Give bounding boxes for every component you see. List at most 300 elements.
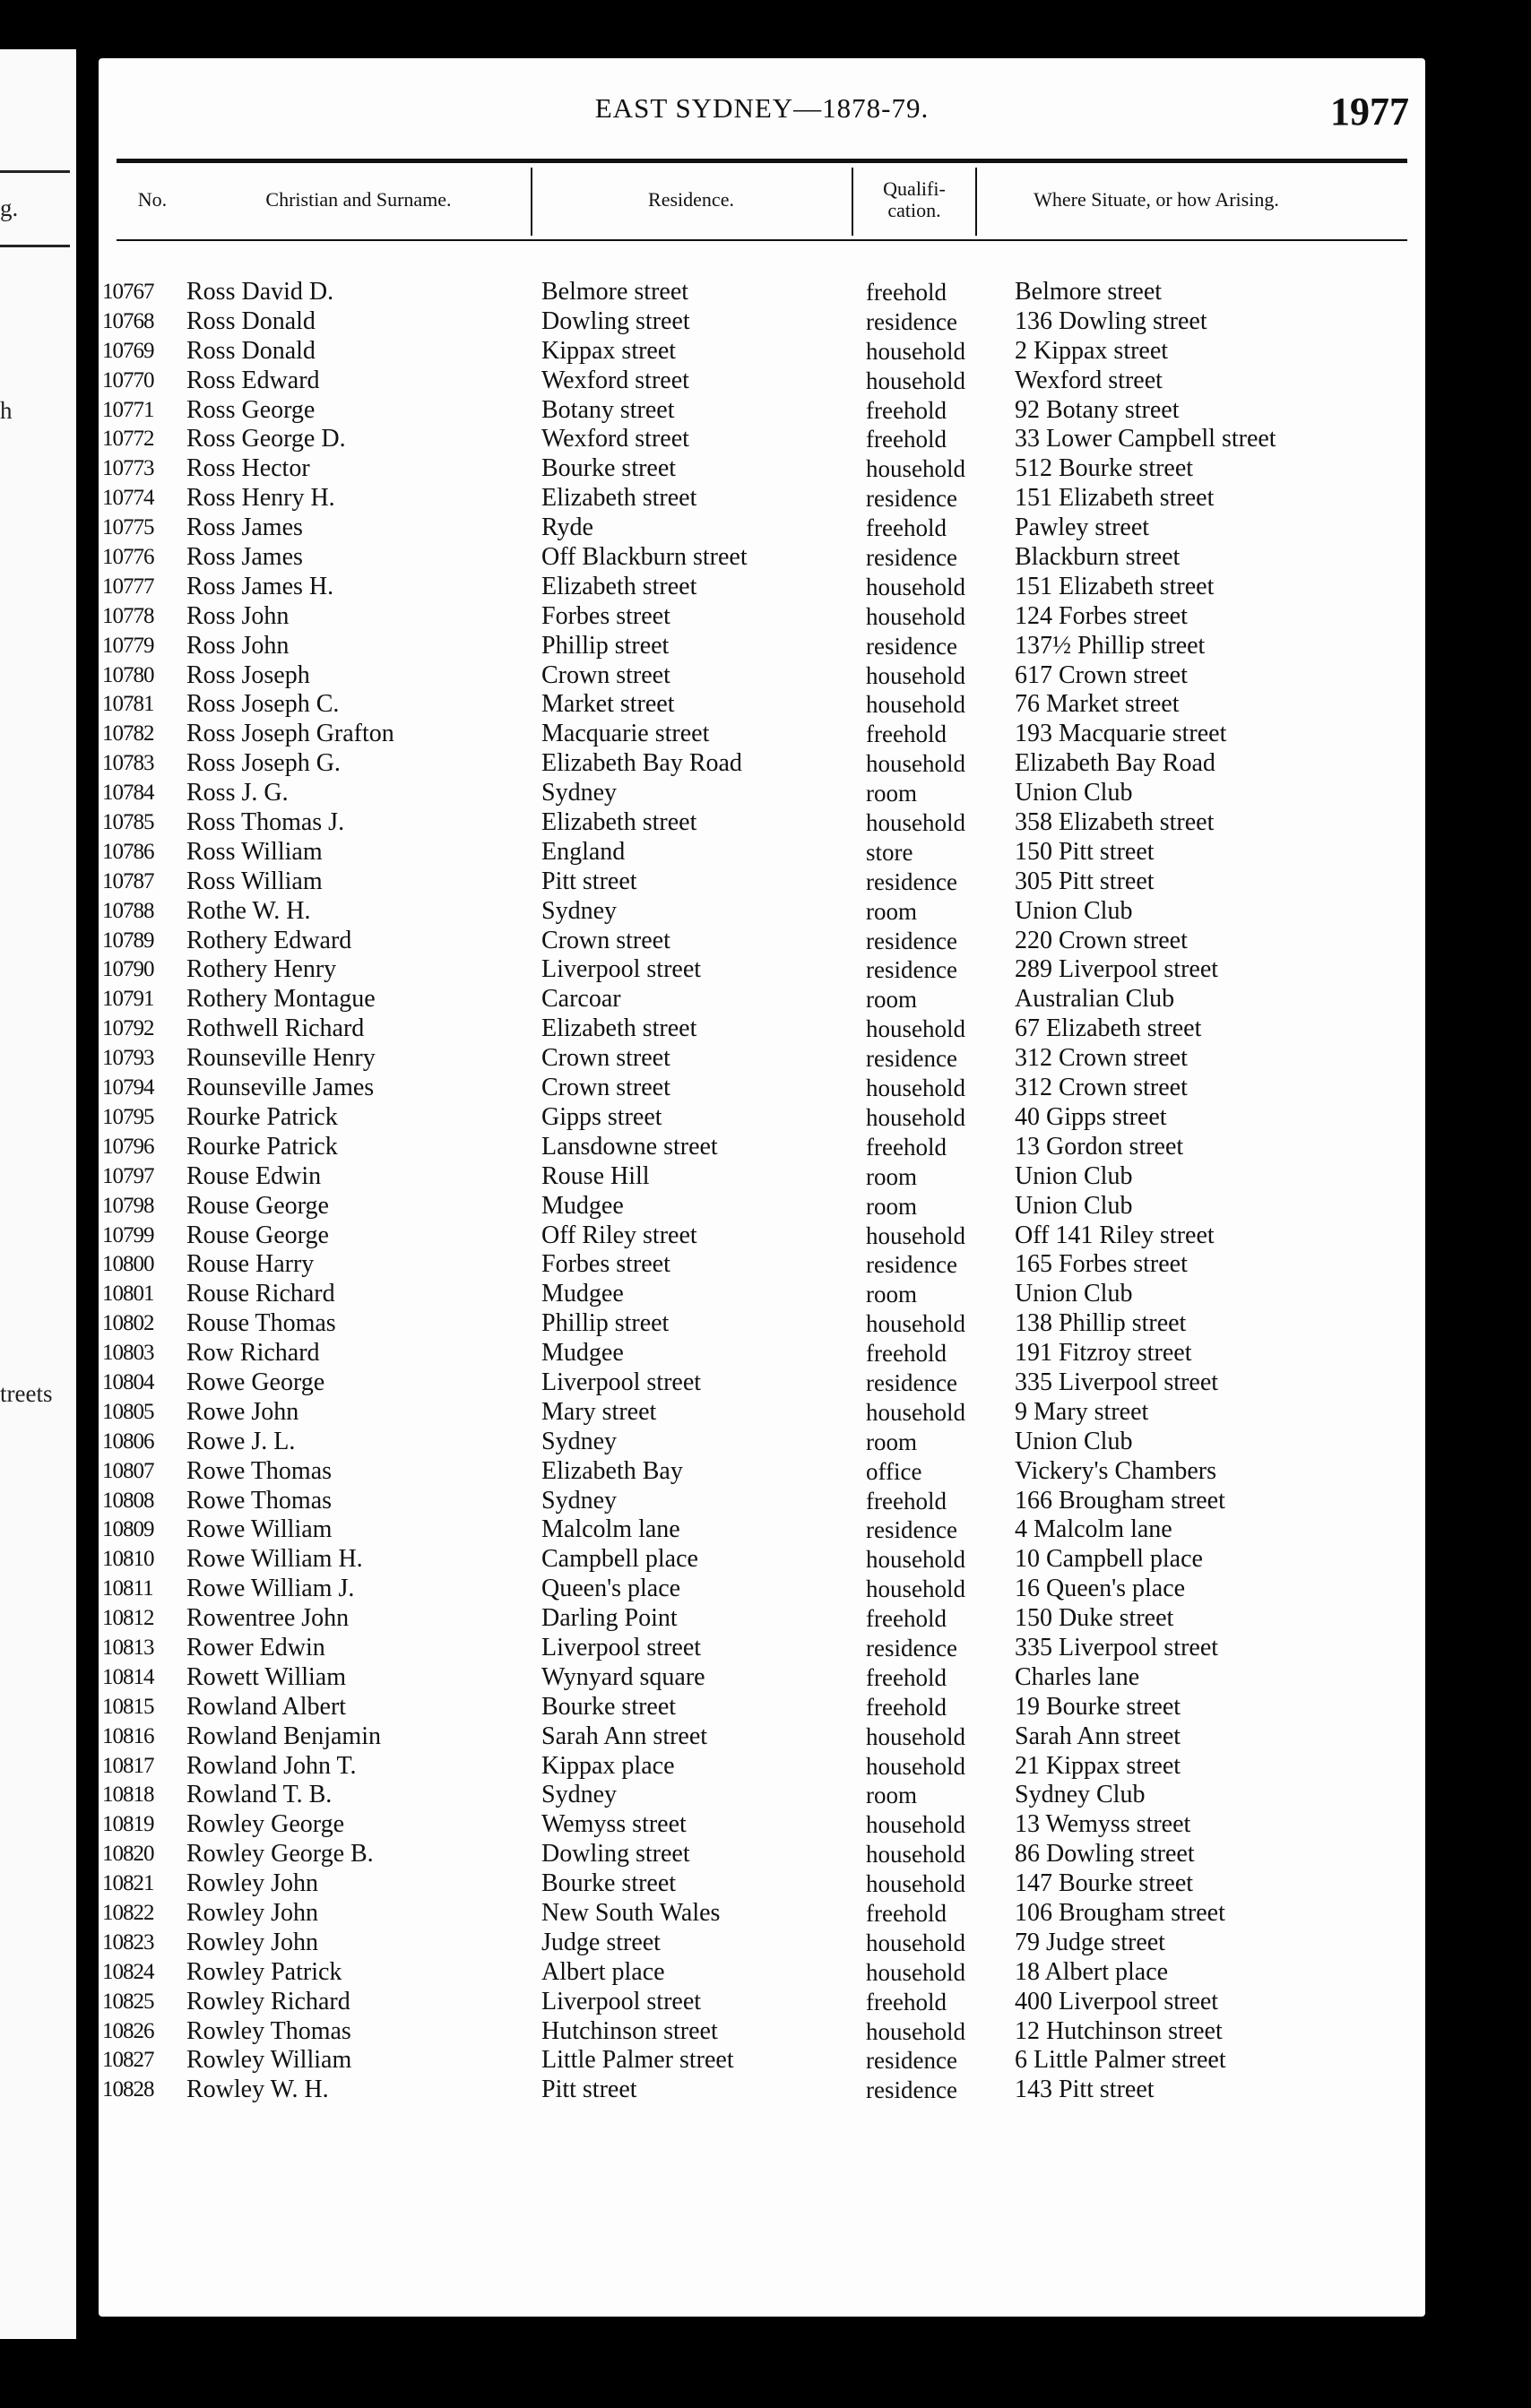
qualification: residence: [866, 307, 957, 335]
header-top-rule: [117, 159, 1407, 163]
qualification: room: [866, 1782, 917, 1809]
residence: Wexford street: [541, 425, 689, 453]
where-situate: Union Club: [1015, 1280, 1133, 1308]
elector-name: Ross William: [186, 867, 323, 895]
qualification: residence: [866, 485, 957, 513]
previous-page-fragment: treets: [0, 1380, 53, 1407]
where-situate: 150 Pitt street: [1015, 837, 1155, 866]
previous-page-fragment: h: [0, 397, 13, 424]
qualification: household: [866, 1310, 965, 1338]
elector-name: Ross Donald: [186, 306, 316, 335]
column-header-residence: Residence.: [648, 188, 734, 211]
entry-number: 10796: [102, 1134, 154, 1159]
residence: Kippax place: [541, 1751, 675, 1780]
entry-number: 10797: [102, 1163, 154, 1188]
elector-name: Ross J. G.: [186, 779, 289, 807]
residence: Forbes street: [541, 601, 670, 630]
qualification: residence: [866, 1516, 957, 1544]
entry-number: 10813: [102, 1635, 154, 1660]
entry-number: 10808: [102, 1488, 154, 1513]
table-row: [99, 1044, 1425, 1074]
qualification: residence: [866, 544, 957, 572]
entry-number: 10776: [102, 545, 154, 570]
residence: Sydney: [541, 779, 617, 807]
table-row: [99, 1810, 1425, 1840]
where-situate: 137½ Phillip street: [1015, 631, 1206, 660]
qualification: room: [866, 1192, 917, 1220]
where-situate: Sydney Club: [1015, 1781, 1146, 1809]
residence: Malcolm lane: [541, 1515, 680, 1544]
where-situate: 40 Gipps street: [1015, 1102, 1167, 1131]
where-situate: 21 Kippax street: [1015, 1751, 1181, 1780]
where-situate: 220 Crown street: [1015, 926, 1188, 954]
qualification: household: [866, 1546, 965, 1574]
residence: Elizabeth Bay: [541, 1456, 683, 1485]
qualification: household: [866, 455, 965, 483]
where-situate: Belmore street: [1015, 278, 1163, 306]
where-situate: 10 Campbell place: [1015, 1545, 1203, 1574]
elector-name: Rowley Thomas: [186, 2016, 351, 2045]
where-situate: 76 Market street: [1015, 690, 1180, 719]
residence: Sydney: [541, 1781, 617, 1809]
elector-name: Rouse Thomas: [186, 1309, 336, 1338]
table-row: [99, 514, 1425, 543]
residence: Elizabeth Bay Road: [541, 749, 742, 778]
table-row: [99, 1250, 1425, 1280]
where-situate: 136 Dowling street: [1015, 306, 1207, 335]
elector-name: Rourke Patrick: [186, 1132, 338, 1161]
where-situate: Blackburn street: [1015, 543, 1181, 572]
residence: Mudgee: [541, 1280, 624, 1308]
elector-name: Rounseville Henry: [186, 1044, 376, 1073]
qualification: residence: [866, 2076, 957, 2104]
table-row: [99, 454, 1425, 484]
elector-name: Rowe William J.: [186, 1575, 355, 1603]
qualification: household: [866, 1103, 965, 1131]
elector-name: Ross Joseph C.: [186, 690, 340, 719]
residence: Kippax street: [541, 336, 677, 365]
residence: Pitt street: [541, 2076, 637, 2104]
header-bottom-rule: [117, 239, 1407, 241]
elector-name: Ross James: [186, 514, 303, 542]
where-situate: Wexford street: [1015, 366, 1163, 394]
entry-number: 10825: [102, 1989, 154, 2014]
where-situate: Sarah Ann street: [1015, 1722, 1181, 1750]
entry-number: 10768: [102, 308, 154, 333]
table-row: [99, 1929, 1425, 1958]
residence: Bourke street: [541, 1692, 677, 1721]
table-row: [99, 367, 1425, 396]
residence: Sydney: [541, 896, 617, 925]
where-situate: 191 Fitzroy street: [1015, 1339, 1192, 1368]
qualification: residence: [866, 867, 957, 895]
where-situate: 312 Crown street: [1015, 1044, 1188, 1073]
elector-name: Rowe William: [186, 1515, 333, 1544]
entry-number: 10780: [102, 662, 154, 687]
entry-number: 10817: [102, 1753, 154, 1778]
table-row: [99, 573, 1425, 602]
residence: Bourke street: [541, 1869, 677, 1898]
where-situate: Off 141 Riley street: [1015, 1221, 1215, 1249]
where-situate: 305 Pitt street: [1015, 867, 1155, 895]
entry-number: 10771: [102, 397, 154, 422]
elector-name: Ross George: [186, 395, 316, 424]
table-row: [99, 927, 1425, 956]
table-row: [99, 425, 1425, 454]
qualification: household: [866, 1958, 965, 1986]
elector-name: Rowley W. H.: [186, 2076, 329, 2104]
elector-name: Rowley Richard: [186, 1987, 350, 2015]
entry-number: 10821: [102, 1871, 154, 1896]
table-row: [99, 1634, 1425, 1663]
table-row: [99, 2046, 1425, 2076]
entry-number: 10792: [102, 1016, 154, 1041]
residence: Crown street: [541, 926, 670, 954]
qualification: household: [866, 809, 965, 837]
residence: Dowling street: [541, 1840, 690, 1869]
qualification: freehold: [866, 1340, 947, 1368]
table-row: [99, 1899, 1425, 1929]
where-situate: 79 Judge street: [1015, 1928, 1165, 1956]
table-row: [99, 484, 1425, 514]
elector-name: Rouse George: [186, 1221, 329, 1249]
elector-name: Rothwell Richard: [186, 1014, 365, 1043]
elector-name: Ross John: [186, 601, 290, 630]
table-row: [99, 985, 1425, 1014]
elector-name: Ross Henry H.: [186, 484, 335, 513]
elector-name: Ross Edward: [186, 366, 320, 394]
where-situate: 166 Brougham street: [1015, 1486, 1225, 1515]
qualification: room: [866, 780, 917, 807]
where-situate: 143 Pitt street: [1015, 2076, 1155, 2104]
entry-number: 10800: [102, 1252, 154, 1277]
elector-name: Rowentree John: [186, 1604, 350, 1633]
entry-number: 10773: [102, 456, 154, 481]
qualification: household: [866, 602, 965, 630]
entry-number: 10777: [102, 574, 154, 599]
elector-name: Rowley John: [186, 1898, 318, 1927]
table-row: [99, 2017, 1425, 2047]
elector-name: Rouse Richard: [186, 1280, 335, 1308]
entry-number: 10772: [102, 427, 154, 452]
table-row: [99, 690, 1425, 720]
where-situate: 335 Liverpool street: [1015, 1368, 1219, 1396]
residence: Dowling street: [541, 306, 690, 335]
table-row: [99, 1074, 1425, 1103]
residence: Sydney: [541, 1427, 617, 1455]
elector-name: Rowe Thomas: [186, 1486, 333, 1515]
entry-number: 10805: [102, 1399, 154, 1424]
qualification: freehold: [866, 1487, 947, 1515]
where-situate: Union Club: [1015, 1427, 1133, 1455]
elector-name: Rowe J. L.: [186, 1427, 296, 1455]
entry-number: 10798: [102, 1193, 154, 1218]
entry-number: 10806: [102, 1428, 154, 1454]
table-row: [99, 1988, 1425, 2017]
elector-name: Rowley William: [186, 2046, 352, 2075]
where-situate: 312 Crown street: [1015, 1074, 1188, 1102]
elector-name: Rowe John: [186, 1397, 299, 1426]
table-row: [99, 1752, 1425, 1782]
entry-number: 10826: [102, 2018, 154, 2043]
previous-page-edge: [0, 49, 76, 2339]
table-row: [99, 1663, 1425, 1693]
entry-number: 10801: [102, 1282, 154, 1307]
qualification: residence: [866, 1368, 957, 1396]
qualification: household: [866, 1075, 965, 1102]
elector-name: Rowett William: [186, 1662, 347, 1691]
where-situate: 19 Bourke street: [1015, 1692, 1181, 1721]
entry-number: 10802: [102, 1311, 154, 1336]
where-situate: 12 Hutchinson street: [1015, 2016, 1223, 2045]
entry-number: 10827: [102, 2048, 154, 2073]
entry-number: 10814: [102, 1664, 154, 1689]
residence: Off Riley street: [541, 1221, 697, 1249]
entry-number: 10793: [102, 1046, 154, 1071]
table-row: [99, 1162, 1425, 1192]
elector-name: Ross William: [186, 837, 323, 866]
entry-number: 10815: [102, 1694, 154, 1719]
qualification: freehold: [866, 426, 947, 453]
entry-number: 10785: [102, 810, 154, 835]
table-row: [99, 1487, 1425, 1516]
qualification: household: [866, 367, 965, 394]
residence: Wynyard square: [541, 1662, 705, 1691]
residence: Phillip street: [541, 1309, 670, 1338]
table-row: [99, 1339, 1425, 1368]
column-header-no: No.: [137, 188, 168, 211]
residence: Elizabeth street: [541, 572, 697, 600]
where-situate: 617 Crown street: [1015, 660, 1188, 689]
residence: Sydney: [541, 1486, 617, 1515]
entry-number: 10767: [102, 280, 154, 304]
elector-name: Rowley Patrick: [186, 1957, 342, 1986]
elector-name: Rothery Henry: [186, 955, 337, 984]
elector-name: Ross Joseph: [186, 660, 310, 689]
table-row: [99, 1428, 1425, 1457]
where-situate: 33 Lower Campbell street: [1015, 425, 1276, 453]
residence: Queen's place: [541, 1575, 681, 1603]
qualification: freehold: [866, 279, 947, 306]
where-situate: Union Club: [1015, 1161, 1133, 1190]
entry-number: 10818: [102, 1782, 154, 1808]
qualification: household: [866, 1722, 965, 1750]
elector-name: Ross James: [186, 543, 303, 572]
entry-number: 10782: [102, 721, 154, 747]
column-header-qualification: Qualifi- cation.: [883, 177, 946, 221]
register-page: [99, 58, 1425, 2317]
qualification: household: [866, 1015, 965, 1043]
qualification: household: [866, 691, 965, 719]
elector-name: Rothery Edward: [186, 926, 352, 954]
entry-number: 10824: [102, 1959, 154, 1984]
qualification: residence: [866, 632, 957, 660]
entry-number: 10823: [102, 1929, 154, 1955]
qualification: household: [866, 750, 965, 778]
qualification: household: [866, 661, 965, 689]
elector-name: Rothe W. H.: [186, 896, 311, 925]
qualification: freehold: [866, 1899, 947, 1927]
elector-name: Rowland Benjamin: [186, 1722, 381, 1750]
residence: Phillip street: [541, 631, 670, 660]
table-row: [99, 307, 1425, 337]
elector-name: Rothery Montague: [186, 985, 376, 1014]
qualification: freehold: [866, 514, 947, 542]
entry-number: 10803: [102, 1341, 154, 1366]
residence: Wexford street: [541, 366, 689, 394]
where-situate: 86 Dowling street: [1015, 1840, 1195, 1869]
elector-name: Ross Thomas J.: [186, 808, 345, 837]
qualification: freehold: [866, 396, 947, 424]
table-row: [99, 1869, 1425, 1899]
entry-number: 10794: [102, 1075, 154, 1100]
qualification: residence: [866, 956, 957, 984]
qualification: room: [866, 897, 917, 925]
where-situate: 67 Elizabeth street: [1015, 1014, 1202, 1043]
residence: Elizabeth street: [541, 484, 697, 513]
qualification: room: [866, 1281, 917, 1308]
entry-number: 10810: [102, 1547, 154, 1572]
table-row: [99, 1014, 1425, 1044]
entry-number: 10795: [102, 1104, 154, 1129]
entry-number: 10812: [102, 1606, 154, 1631]
elector-name: Rowley George B.: [186, 1840, 374, 1869]
qualification: room: [866, 986, 917, 1014]
table-row: [99, 720, 1425, 749]
entry-number: 10791: [102, 987, 154, 1012]
where-situate: Union Club: [1015, 1191, 1133, 1220]
elector-name: Ross James H.: [186, 572, 334, 600]
entry-number: 10778: [102, 603, 154, 628]
elector-name: Rouse Edwin: [186, 1161, 322, 1190]
entry-number: 10820: [102, 1842, 154, 1867]
previous-page-fragment: g.: [0, 194, 19, 221]
where-situate: 138 Phillip street: [1015, 1309, 1187, 1338]
table-row: [99, 1781, 1425, 1810]
qualification: household: [866, 337, 965, 365]
where-situate: Union Club: [1015, 896, 1133, 925]
where-situate: 512 Bourke street: [1015, 454, 1194, 483]
elector-name: Rowley George: [186, 1810, 344, 1839]
where-situate: 150 Duke street: [1015, 1604, 1174, 1633]
residence: Elizabeth street: [541, 1014, 697, 1043]
table-row: [99, 1103, 1425, 1133]
elector-name: Ross Joseph G.: [186, 749, 341, 778]
table-row: [99, 808, 1425, 838]
table-row: [99, 838, 1425, 867]
entry-number: 10799: [102, 1222, 154, 1247]
entry-number: 10770: [102, 367, 154, 393]
entry-number: 10816: [102, 1723, 154, 1748]
residence: Crown street: [541, 1044, 670, 1073]
elector-name: Rounseville James: [186, 1074, 375, 1102]
residence: Forbes street: [541, 1250, 670, 1279]
table-row: [99, 1545, 1425, 1575]
where-situate: 151 Elizabeth street: [1015, 572, 1215, 600]
elector-name: Ross Hector: [186, 454, 310, 483]
where-situate: 13 Gordon street: [1015, 1132, 1184, 1161]
qualification: residence: [866, 2047, 957, 2075]
qualification: room: [866, 1162, 917, 1190]
where-situate: 6 Little Palmer street: [1015, 2046, 1226, 2075]
table-row: [99, 2076, 1425, 2105]
residence: Albert place: [541, 1957, 665, 1986]
elector-name: Rouse George: [186, 1191, 329, 1220]
residence: Wemyss street: [541, 1810, 687, 1839]
where-situate: 18 Albert place: [1015, 1957, 1169, 1986]
qualification: residence: [866, 1045, 957, 1073]
where-situate: Pawley street: [1015, 514, 1150, 542]
table-row: [99, 1722, 1425, 1752]
table-row: [99, 1604, 1425, 1634]
previous-page-rule: [0, 245, 70, 247]
elector-name: Rowe Thomas: [186, 1456, 333, 1485]
residence: Ryde: [541, 514, 593, 542]
column-header-row: [117, 164, 1407, 236]
entry-number: 10809: [102, 1517, 154, 1542]
qualification: freehold: [866, 1605, 947, 1633]
page-number: 1977: [1330, 90, 1409, 134]
where-situate: 147 Bourke street: [1015, 1869, 1194, 1898]
elector-name: Rourke Patrick: [186, 1102, 338, 1131]
residence: Belmore street: [541, 278, 689, 306]
entry-number: 10788: [102, 898, 154, 923]
where-situate: Charles lane: [1015, 1662, 1140, 1691]
table-row: [99, 661, 1425, 691]
elector-name: Ross Joseph Grafton: [186, 720, 394, 748]
table-row: [99, 1221, 1425, 1251]
register-entries: [99, 278, 1425, 2105]
residence: Liverpool street: [541, 1987, 702, 2015]
entry-number: 10779: [102, 633, 154, 658]
qualification: freehold: [866, 1133, 947, 1161]
where-situate: 335 Liverpool street: [1015, 1633, 1219, 1661]
qualification: residence: [866, 1251, 957, 1279]
residence: Liverpool street: [541, 1368, 702, 1396]
residence: Macquarie street: [541, 720, 710, 748]
entry-number: 10783: [102, 751, 154, 776]
where-situate: 13 Wemyss street: [1015, 1810, 1191, 1839]
residence: Market street: [541, 690, 675, 719]
elector-name: Rowley John: [186, 1928, 318, 1956]
qualification: household: [866, 1870, 965, 1898]
qualification: freehold: [866, 1988, 947, 2015]
entry-number: 10775: [102, 515, 154, 540]
entry-number: 10774: [102, 486, 154, 511]
table-row: [99, 1368, 1425, 1398]
table-row: [99, 779, 1425, 808]
table-row: [99, 1693, 1425, 1722]
elector-name: Rowland John T.: [186, 1751, 357, 1780]
where-situate: 16 Queen's place: [1015, 1575, 1186, 1603]
residence: England: [541, 837, 626, 866]
residence: Hutchinson street: [541, 2016, 718, 2045]
residence: Crown street: [541, 660, 670, 689]
table-row: [99, 278, 1425, 307]
where-situate: 400 Liverpool street: [1015, 1987, 1219, 2015]
table-row: [99, 1133, 1425, 1162]
elector-name: Ross Donald: [186, 336, 316, 365]
elector-name: Rowland Albert: [186, 1692, 347, 1721]
table-row: [99, 632, 1425, 661]
where-situate: 2 Kippax street: [1015, 336, 1169, 365]
table-row: [99, 1575, 1425, 1604]
where-situate: Australian Club: [1015, 985, 1175, 1014]
entry-number: 10786: [102, 839, 154, 864]
table-row: [99, 1280, 1425, 1309]
entry-number: 10822: [102, 1900, 154, 1925]
entry-number: 10828: [102, 2077, 154, 2102]
